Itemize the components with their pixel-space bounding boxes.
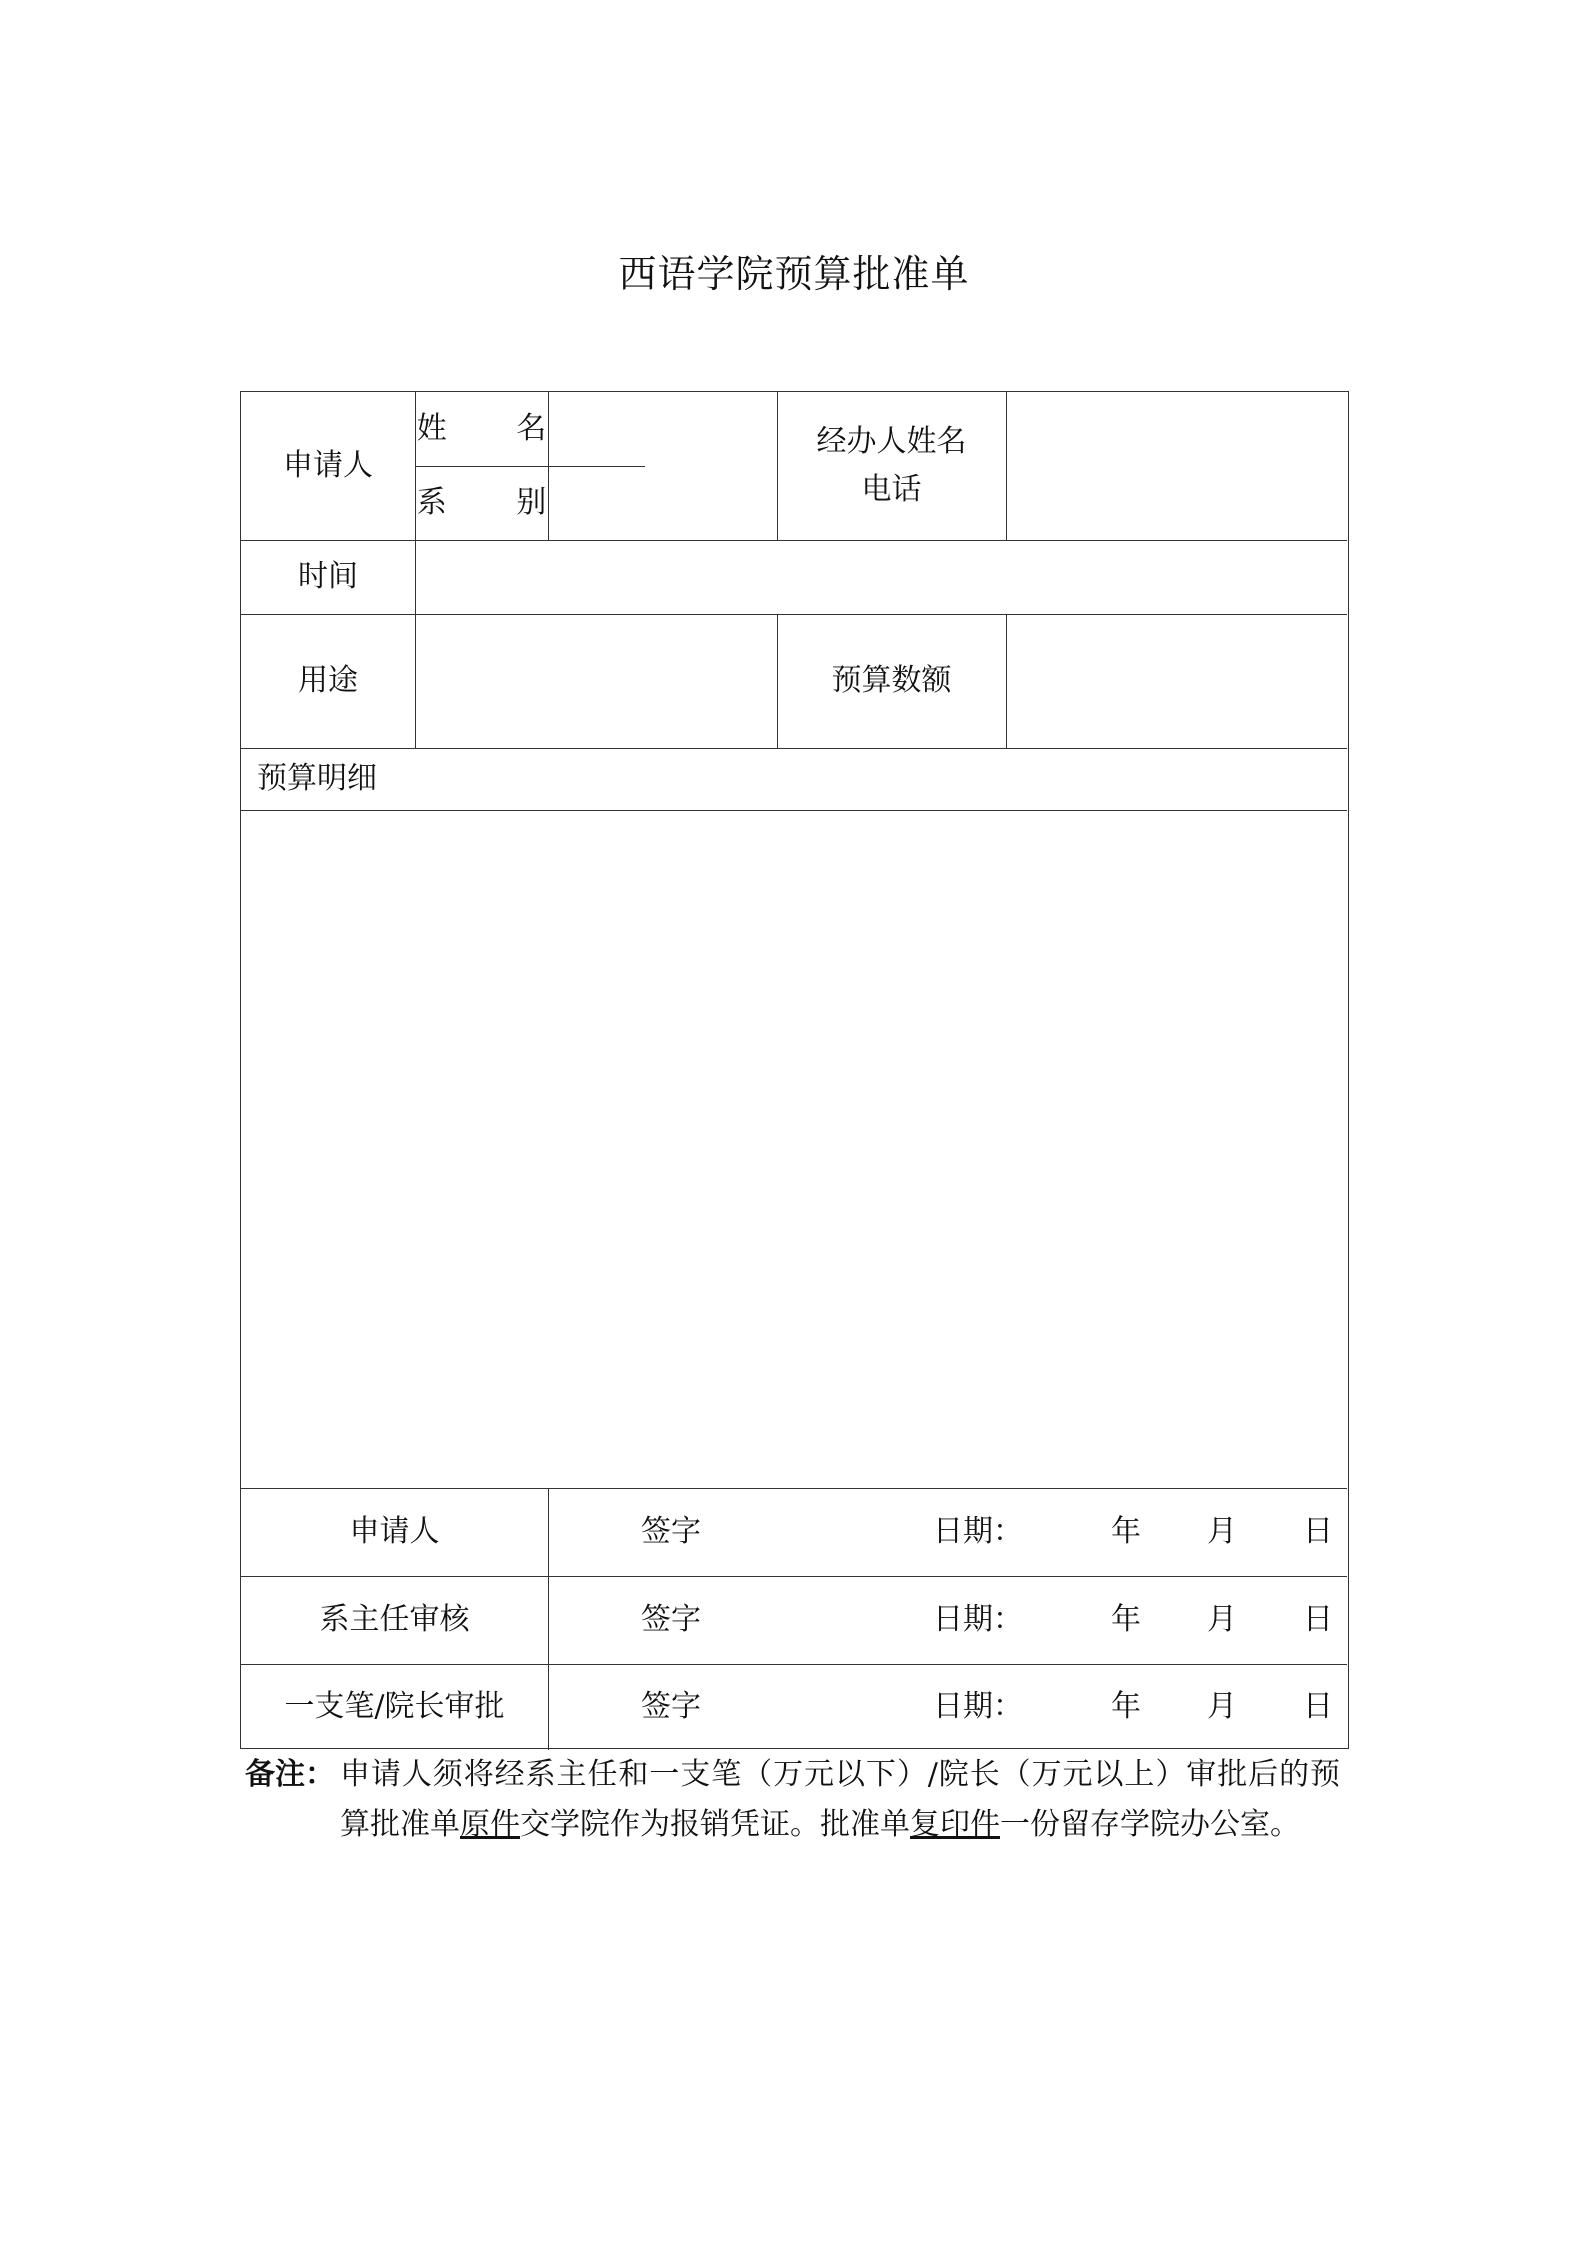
date-label: 日期： (933, 1514, 1023, 1549)
sign-role: 一支笔/院长审批 (284, 1689, 505, 1724)
name-label-cell (415, 392, 577, 466)
page-title: 西语学院预算批准单 (618, 252, 970, 296)
day-label: 日 (1303, 1602, 1333, 1637)
purpose-field[interactable] (415, 614, 777, 748)
sign-label: 签字 (641, 1689, 701, 1724)
handler-label-cell (777, 392, 1006, 540)
photocopy-text: 复印件 (910, 1807, 1000, 1842)
purpose-label: 用途 (298, 663, 358, 698)
date-label: 日期： (933, 1602, 1023, 1637)
sign-role: 系主任审核 (319, 1602, 470, 1637)
date-label: 日期： (933, 1689, 1023, 1724)
month-label: 月 (1207, 1602, 1237, 1637)
year-label: 年 (1111, 1514, 1141, 1549)
day-label: 日 (1303, 1689, 1333, 1724)
original-copy-text: 原件 (460, 1807, 520, 1842)
dept-label: 系 别 (416, 485, 577, 520)
sign-row-dean (241, 1664, 1347, 1750)
applicant-label: 申请人 (283, 448, 373, 483)
year-label: 年 (1111, 1602, 1141, 1637)
amount-label-cell (777, 614, 1006, 748)
amount-field[interactable] (1006, 614, 1347, 748)
remarks-text: 申请人须将经系主任和一支笔（万元以下）/院长（万元以上）审批后的预算批准单原件交学院作为报销凭证。批准单复印件一份留存学院办公室。 (340, 1757, 1340, 1842)
applicant-label-cell (241, 392, 415, 540)
amount-label: 预算数额 (831, 663, 952, 698)
name-label: 姓 名 (416, 411, 577, 446)
handler-phone-label: 电话 (861, 472, 922, 507)
sign-label: 签字 (641, 1602, 701, 1637)
detail-field[interactable] (241, 810, 1347, 1488)
purpose-label-cell (241, 614, 415, 748)
dept-label-cell (415, 466, 577, 540)
sign-row-applicant (241, 1488, 1347, 1576)
sign-label: 签字 (641, 1514, 701, 1549)
time-label-cell (241, 540, 415, 614)
detail-label-cell (241, 748, 1347, 810)
detail-label: 预算明细 (257, 761, 377, 796)
time-label: 时间 (298, 559, 358, 594)
time-field[interactable] (415, 540, 1347, 614)
budget-form (240, 391, 1349, 1749)
name-field[interactable] (548, 392, 777, 466)
handler-name-label: 经办人姓名 (816, 424, 967, 459)
dept-field[interactable] (548, 466, 777, 540)
handler-field[interactable] (1006, 392, 1347, 540)
remarks-label: 备注： (245, 1757, 335, 1792)
month-label: 月 (1207, 1689, 1237, 1724)
sign-row-dept-head (241, 1576, 1347, 1664)
year-label: 年 (1111, 1689, 1141, 1724)
month-label: 月 (1207, 1514, 1237, 1549)
day-label: 日 (1303, 1514, 1333, 1549)
sign-role: 申请人 (349, 1514, 440, 1549)
